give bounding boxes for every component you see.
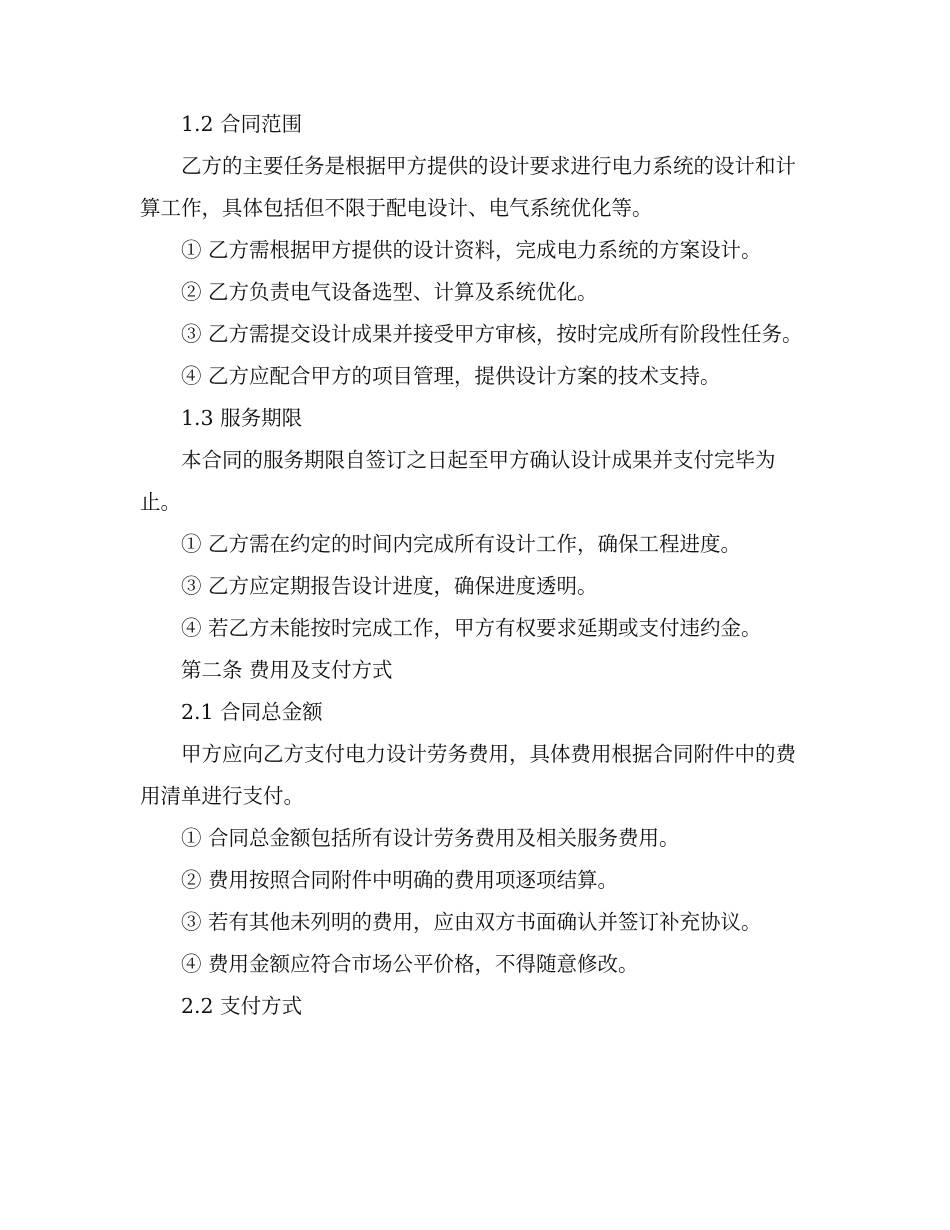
paragraph-scope-description: 乙方的主要任务是根据甲方提供的设计要求进行电力系统的设计和计算工作，具体包括但不限于配电设计、电气系统优化等。 — [140, 154, 796, 220]
section-heading-2-1: 2.1 合同总金额 — [181, 700, 323, 724]
list-item: ③ 乙方应定期报告设计进度，确保进度透明。 — [181, 574, 598, 598]
list-item: ① 乙方需在约定的时间内完成所有设计工作，确保工程进度。 — [181, 532, 742, 556]
paragraph-total-amount: 甲方应向乙方支付电力设计劳务费用，具体费用根据合同附件中的费用清单进行支付。 — [140, 742, 796, 808]
paragraph-service-term: 本合同的服务期限自签订之日起至甲方确认设计成果并支付完毕为止。 — [140, 448, 776, 514]
document-body — [140, 103, 810, 1027]
section-heading-1-2: 1.2 合同范围 — [181, 112, 303, 136]
section-heading-2-2: 2.2 支付方式 — [181, 994, 303, 1018]
list-item: ④ 若乙方未能按时完成工作，甲方有权要求延期或支付违约金。 — [181, 616, 762, 640]
list-item: ④ 乙方应配合甲方的项目管理，提供设计方案的技术支持。 — [181, 364, 721, 388]
list-item: ③ 若有其他未列明的费用，应由双方书面确认并签订补充协议。 — [181, 910, 762, 934]
list-item: ① 乙方需根据甲方提供的设计资料，完成电力系统的方案设计。 — [181, 238, 762, 262]
list-item: ③ 乙方需提交设计成果并接受甲方审核，按时完成所有阶段性任务。 — [181, 322, 803, 346]
list-item: ② 费用按照合同附件中明确的费用项逐项结算。 — [181, 868, 619, 892]
list-item: ① 合同总金额包括所有设计劳务费用及相关服务费用。 — [181, 826, 680, 850]
list-item: ② 乙方负责电气设备选型、计算及系统优化。 — [181, 280, 598, 304]
article-heading-2: 第二条 费用及支付方式 — [181, 658, 393, 682]
list-item: ④ 费用金额应符合市场公平价格，不得随意修改。 — [181, 952, 639, 976]
section-heading-1-3: 1.3 服务期限 — [181, 406, 303, 430]
